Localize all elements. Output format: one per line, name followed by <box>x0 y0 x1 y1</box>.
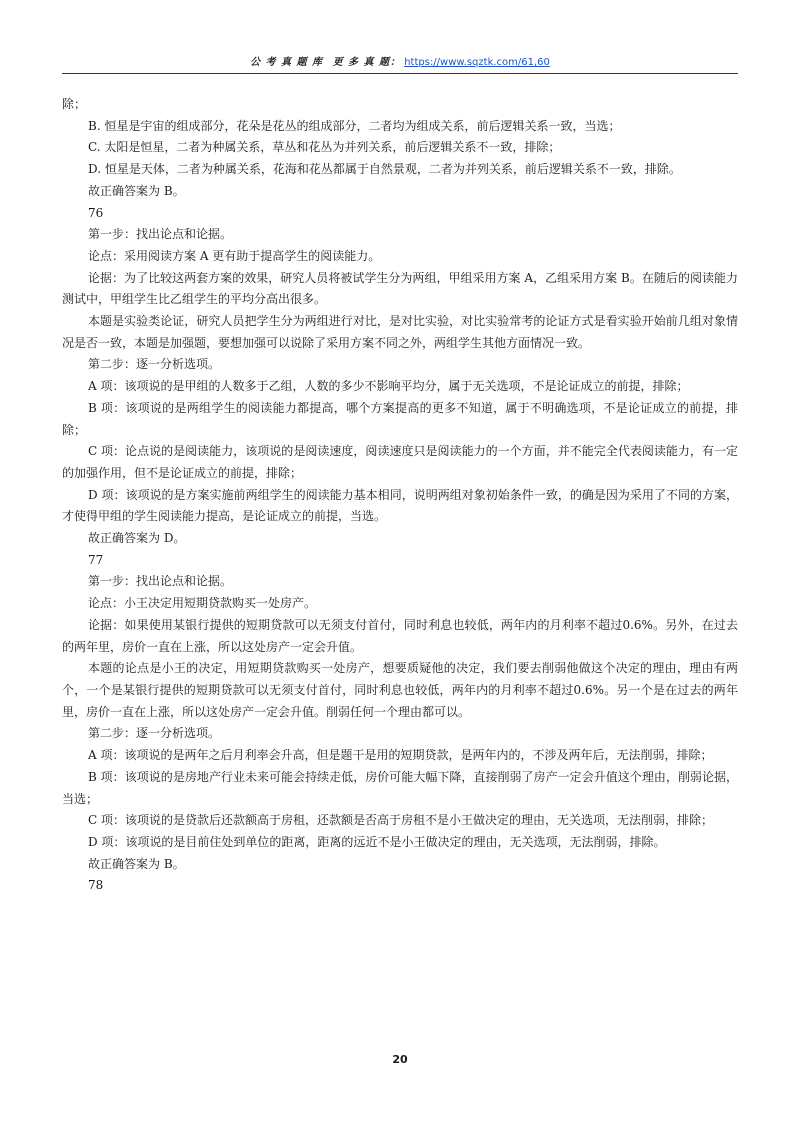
paragraph: 第二步：逐一分析选项。 <box>88 357 221 372</box>
header-url-link[interactable]: https://www.sqztk.com/61,60 <box>404 57 550 68</box>
paragraph: 第一步：找出论点和论据。 <box>88 227 233 242</box>
paragraph: D 项：该项说的是方案实施前两组学生的阅读能力基本相同，说明两组对象初始条件一致，的确是因为采用了不同的方案，才使得甲组的学生阅读能力提高，是论证成立的前提，当选。 <box>62 487 738 524</box>
paragraph: 本题的论点是小王的决定，用短期贷款购买一处房产，想要质疑他的决定，我们要去削弱他做这个决定的理由，理由有两个，一个是某银行提供的短期贷款可以无须支付首付，同时利息也较低，两年内的月利率不超过0.6%。另一个是在过去的两年里，房价一直在上涨，所以这处房产一定会升值。削弱任何一个理由都可以。 <box>62 661 738 719</box>
paragraph: C 项：论点说的是阅读能力，该项说的是阅读速度，阅读速度只是阅读能力的一个方面，并不能完全代表阅读能力，有一定的加强作用，但不是论证成立的前提，排除； <box>62 444 738 480</box>
paragraph: C. 太阳是恒星，二者为种属关系，草丛和花丛为并列关系，前后逻辑关系不一致，排除； <box>88 140 561 155</box>
paragraph: 论点：采用阅读方案 A 更有助于提高学生的阅读能力。 <box>88 248 381 263</box>
paragraph: 论据：如果使用某银行提供的短期贷款可以无须支付首付，同时利息也较低，两年内的月利率不超过0.6%。另外，在过去的两年里，房价一直在上涨，所以这处房产一定会升值。 <box>62 617 738 654</box>
answer-line: 故正确答案为 B。 <box>88 183 185 198</box>
paragraph: B 项：该项说的是房地产行业未来可能会持续走低，房价可能大幅下降，直接削弱了房产一定会升值这个理由，削弱论据，当选； <box>62 769 738 806</box>
paragraph: D 项：该项说的是目前住处到单位的距离，距离的远近不是小王做决定的理由，无关选项，无法削弱，排除。 <box>88 834 666 849</box>
paragraph: D. 恒星是天体，二者为种属关系，花海和花丛都属于自然景观，二者为并列关系，前后逻辑关系不一致，排除。 <box>88 162 681 177</box>
question-number: 76 <box>88 205 104 220</box>
paragraph: 本题是实验类论证，研究人员把学生分为两组进行对比，是对比实验，对比实验常考的论证方式是看实验开始前几组对象情况是否一致，本题是加强题，要想加强可以说除了采用方案不同之外，两组学生其他方面情况一致。 <box>62 314 738 350</box>
paragraph: B. 恒星是宇宙的组成部分，花朵是花丛的组成部分，二者均为组成关系，前后逻辑关系一致，当选； <box>88 118 621 133</box>
header-divider <box>62 73 738 74</box>
answer-line: 故正确答案为 D。 <box>88 531 186 546</box>
question-number: 77 <box>88 552 104 567</box>
question-number: 78 <box>88 878 104 893</box>
paragraph: 论点：小王决定用短期贷款购买一处房产。 <box>88 596 317 611</box>
header-brand: 公 考 真 题 库 <box>250 57 324 68</box>
paragraph: 除； <box>62 97 87 111</box>
paragraph: C 项：该项说的是贷款后还款额高于房租，还款额是否高于房租不是小王做决定的理由，无关选项，无法削弱，排除； <box>88 813 714 828</box>
paragraph: 第一步：找出论点和论据。 <box>88 574 233 589</box>
paragraph: A 项：该项说的是两年之后月利率会升高，但是题干是用的短期贷款，是两年内的，不涉及两年后，无法削弱，排除； <box>88 748 713 763</box>
paragraph: A 项：该项说的是甲组的人数多于乙组，人数的多少不影响平均分，属于无关选项，不是论证成立的前提，排除； <box>88 379 689 394</box>
paragraph: 第二步：逐一分析选项。 <box>88 726 221 741</box>
answer-line: 故正确答案为 B。 <box>88 856 185 871</box>
document-body <box>62 94 738 897</box>
page-number: 20 <box>392 1053 408 1066</box>
page-header <box>0 56 800 70</box>
paragraph: B 项：该项说的是两组学生的阅读能力都提高，哪个方案提高的更多不知道，属于不明确选项，不是论证成立的前提，排除； <box>62 400 738 437</box>
header-more-label: 更 多 真 题： <box>332 57 402 68</box>
paragraph: 论据：为了比较这两套方案的效果，研究人员将被试学生分为两组，甲组采用方案 A，乙组采用方案 B。在随后的阅读能力测试中，甲组学生比乙组学生的平均分高出很多。 <box>62 270 738 307</box>
